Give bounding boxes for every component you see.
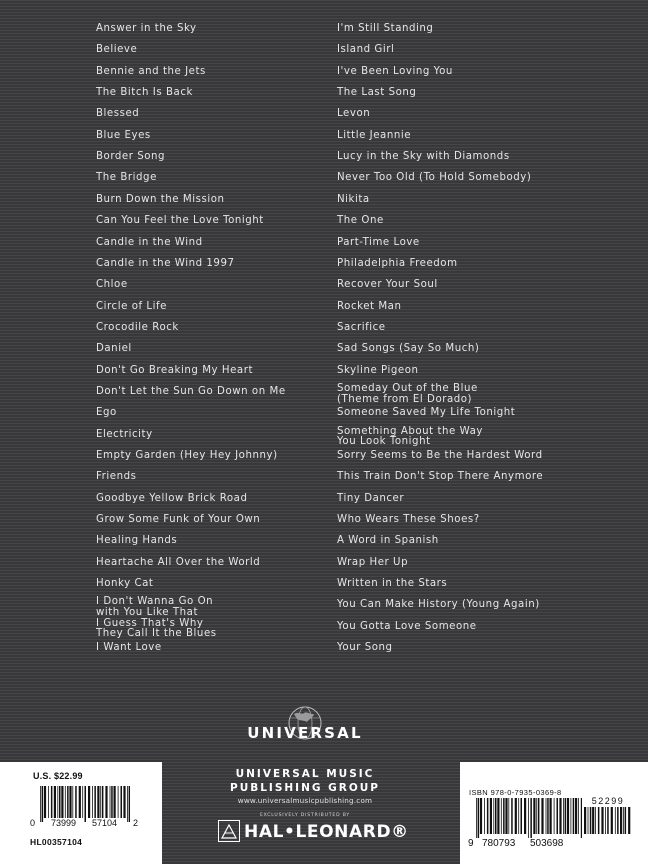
song-title: Believe: [96, 44, 138, 56]
isbn-panel: [460, 762, 648, 864]
song-title: Border Song: [96, 151, 166, 163]
song-title: I Don't Wanna Go On with You Like That: [96, 596, 214, 619]
song-title: Crocodile Rock: [96, 321, 179, 333]
song-title: Wrap Her Up: [337, 556, 409, 568]
song-title: Candle in the Wind 1997: [96, 257, 235, 269]
song-title: Something About the Way You Look Tonight: [337, 425, 483, 448]
song-title: Empty Garden (Hey Hey Johnny): [96, 450, 278, 461]
song-title: Heartache All Over the World: [96, 556, 261, 568]
song-title: A Word in Spanish: [337, 535, 439, 547]
upc-barcode: [40, 786, 130, 822]
song-title: Tiny Dancer: [337, 492, 405, 504]
song-title: I've Been Loving You: [337, 65, 453, 77]
song-title: Honky Cat: [96, 578, 154, 590]
ean-digit-group: 9: [468, 838, 474, 849]
distributed-by: EXCLUSIVELY DISTRIBUTED BY: [259, 813, 351, 818]
song-title: Skyline Pigeon: [337, 364, 419, 376]
song-title: The Bridge: [96, 172, 157, 184]
song-title: Island Girl: [337, 44, 395, 56]
song-title: Levon: [337, 108, 371, 120]
song-title: Electricity: [96, 428, 153, 440]
isbn: ISBN 978-0-7935-0369-8: [469, 788, 562, 797]
song-title: Sacrifice: [337, 321, 386, 333]
publisher-line2: PUBLISHING GROUP: [230, 782, 380, 794]
universal-logo: [244, 706, 366, 748]
song-title: Written in the Stars: [337, 578, 448, 590]
upc-digit-group: 57104: [92, 818, 118, 828]
song-title: Don't Go Breaking My Heart: [96, 364, 253, 376]
song-title: Your Song: [337, 642, 393, 654]
song-title: Someday Out of the Blue (Theme from El Dorado): [337, 382, 478, 405]
song-title: Circle of Life: [96, 300, 167, 312]
universal-wordmark: UNIVERSAL: [247, 724, 363, 742]
addon-barcode: [584, 807, 632, 838]
song-title: Can You Feel the Love Tonight: [96, 215, 264, 227]
song-title: The One: [337, 215, 384, 227]
song-title: Someone Saved My Life Tonight: [337, 407, 516, 419]
publisher-url: www.universalmusicpublishing.com: [237, 796, 373, 805]
addon-digits: 52299: [591, 796, 625, 806]
song-title: Philadelphia Freedom: [337, 257, 458, 269]
song-title: Rocket Man: [337, 300, 402, 312]
song-title: Nikita: [337, 193, 370, 205]
song-title: Who Wears These Shoes?: [337, 514, 480, 526]
song-title: Chloe: [96, 279, 128, 291]
song-title: The Last Song: [337, 87, 417, 99]
song-title: Sorry Seems to Be the Hardest Word: [337, 450, 543, 461]
song-title: Lucy in the Sky with Diamonds: [337, 151, 510, 163]
song-title: I Want Love: [96, 642, 162, 654]
song-title: I Guess That's Why They Call It the Blues: [96, 617, 217, 640]
song-title: The Bitch Is Back: [96, 87, 193, 99]
price-panel: [0, 762, 162, 864]
song-title: I'm Still Standing: [337, 23, 434, 34]
song-title: Daniel: [96, 343, 132, 355]
song-title: Don't Let the Sun Go Down on Me: [96, 385, 286, 397]
upc-digit-group: 73999: [51, 818, 77, 828]
song-title: Burn Down the Mission: [96, 193, 225, 205]
price: U.S. $22.99: [33, 771, 83, 781]
upc-digit-group: 2: [133, 818, 139, 828]
hal-leonard-mark-icon: [218, 820, 240, 842]
song-title: Goodbye Yellow Brick Road: [96, 492, 248, 504]
song-title: Ego: [96, 407, 117, 419]
song-title: This Train Don't Stop There Anymore: [337, 471, 544, 483]
song-title: Part-Time Love: [337, 236, 420, 248]
publisher-line1: UNIVERSAL MUSIC: [235, 768, 375, 780]
upc-digit-group: 0: [30, 818, 36, 828]
song-title: Answer in the Sky: [96, 23, 197, 34]
ean-barcode: [476, 798, 582, 838]
song-title: Healing Hands: [96, 535, 178, 547]
song-title: Friends: [96, 471, 137, 483]
song-title: Never Too Old (To Hold Somebody): [337, 172, 532, 184]
song-title: Bennie and the Jets: [96, 65, 206, 77]
hal-leonard-wordmark: HAL•LEONARD®: [244, 822, 409, 842]
ean-digit-group: 780793: [482, 838, 516, 849]
song-title: Little Jeannie: [337, 129, 412, 141]
song-title: Recover Your Soul: [337, 279, 438, 291]
song-title: You Gotta Love Someone: [337, 620, 477, 632]
hal-leonard-logo: [218, 820, 418, 846]
product-code: HL00357104: [30, 837, 83, 847]
song-title: Sad Songs (Say So Much): [337, 343, 480, 355]
song-title: Blue Eyes: [96, 129, 151, 141]
song-title: You Can Make History (Young Again): [337, 599, 540, 611]
ean-digit-group: 503698: [530, 838, 564, 849]
song-title: Candle in the Wind: [96, 236, 203, 248]
song-title: Grow Some Funk of Your Own: [96, 514, 261, 526]
song-title: Blessed: [96, 108, 140, 120]
